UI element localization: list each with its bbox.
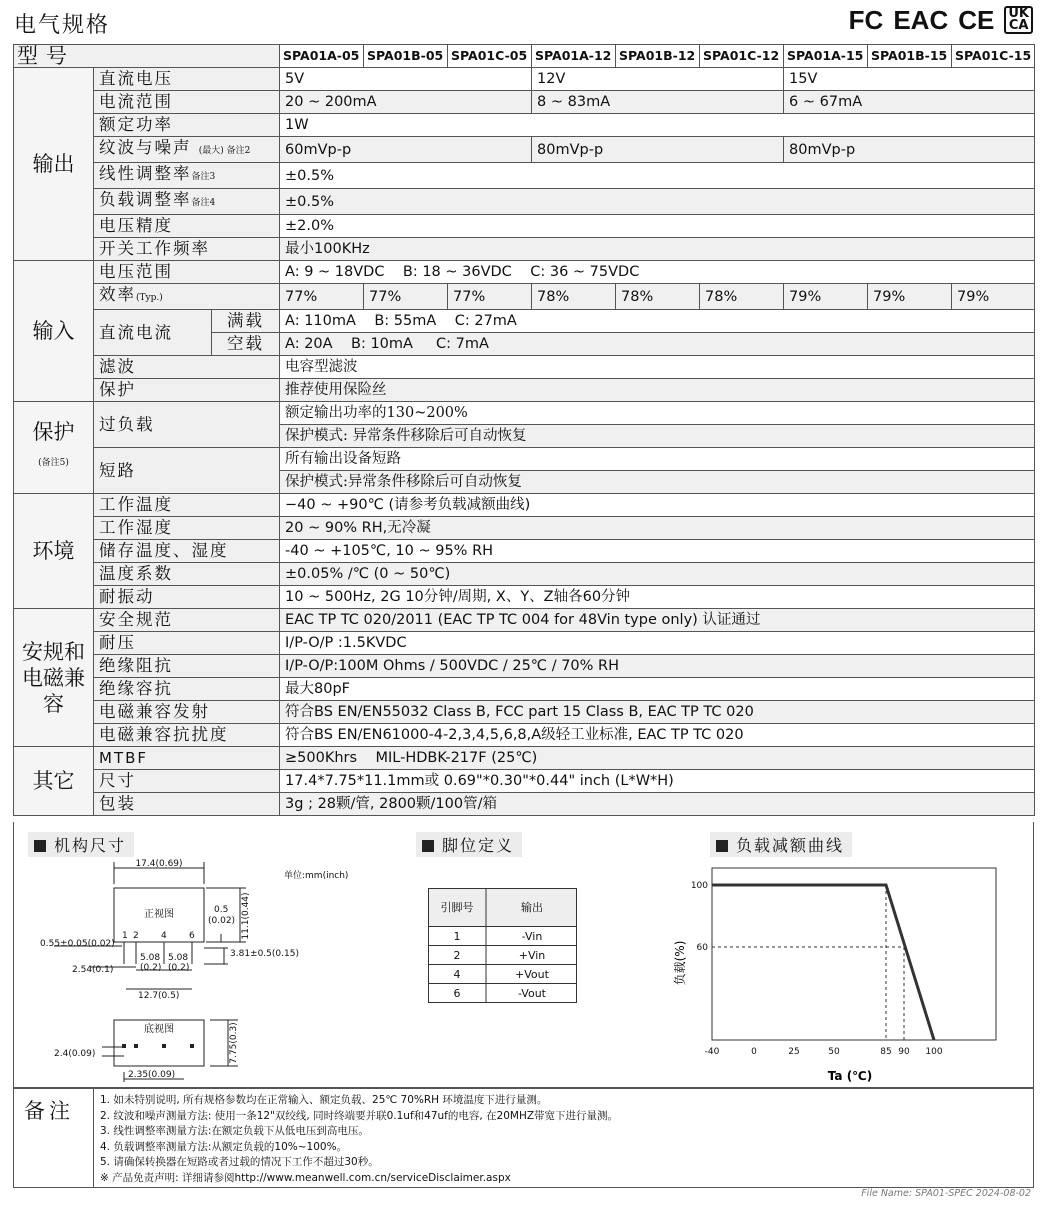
dim-381: 3.81±0.5(0.15)	[230, 949, 299, 959]
model-9: SPA01C-15	[952, 45, 1035, 68]
group-environment: 环境	[14, 494, 94, 609]
x-tick-2: 25	[788, 1047, 800, 1057]
unit-label: 单位:mm(inch)	[284, 871, 349, 881]
mtbf-label: MTBF	[94, 747, 280, 770]
x-tick-1: 0	[751, 1047, 757, 1057]
pin-row-2-out: +Vin	[518, 949, 546, 962]
pin-row-1-out: -Vin	[521, 930, 543, 943]
group-others: 其它	[14, 747, 94, 816]
isolation-c-label: 绝缘容抗	[94, 678, 280, 701]
square-bullet-icon	[422, 840, 434, 852]
efficiency-8: 79%	[868, 284, 952, 310]
work-humidity-value: 20 ~ 90% RH,无冷凝	[280, 517, 1035, 540]
packing-value: 3g ; 28颗/管, 2800颗/100管/箱	[280, 793, 1035, 816]
note-1: 1. 如未特别说明, 所有规格参数均在正常输入、额定负载、25℃ 70%RH 环境温度下进行量测。	[100, 1094, 548, 1106]
derating-curve	[712, 885, 934, 1040]
work-temp-label: 工作温度	[94, 494, 280, 517]
model-6: SPA01C-12	[700, 45, 784, 68]
page-title: 电气规格	[14, 13, 111, 38]
pin-num-4: 4	[161, 931, 167, 941]
withstand-label: 耐压	[94, 632, 280, 655]
dim-508-b: 5.08	[168, 953, 189, 963]
efficiency-3: 77%	[448, 284, 532, 310]
full-load-label: 满载	[212, 310, 280, 333]
notes-title: 备注	[14, 1089, 94, 1187]
ripple-12: 80mVp-p	[532, 137, 784, 163]
model-1: SPA01A-05	[280, 45, 364, 68]
overload-value-2: 保护模式: 异常条件移除后可自动恢复	[280, 425, 1035, 448]
power-label: 额定功率	[94, 114, 280, 137]
group-input: 输入	[14, 261, 94, 402]
derating-title: 负载减额曲线	[710, 832, 852, 857]
dc-current-label: 直流电流	[94, 310, 212, 356]
group-safety: 安规和电磁兼容	[14, 609, 94, 747]
pin-row-3-pin: 4	[453, 968, 461, 981]
output-voltage-label: 直流电压	[94, 68, 280, 91]
pin-num-2: 2	[133, 931, 139, 941]
overload-label: 过负载	[94, 402, 280, 448]
dim-02-b: (0.2)	[168, 963, 190, 973]
model-label: 型号	[14, 45, 280, 68]
output-voltage-15: 15V	[784, 68, 1035, 91]
dim-775: 7.75(0.3)	[229, 1022, 239, 1064]
vibration-label: 耐振动	[94, 586, 280, 609]
note-3: 3. 线性调整率测量方法:在额定负载下从低电压到高电压。	[100, 1125, 369, 1137]
x-tick-0: -40	[704, 1047, 720, 1057]
group-protection: 保护 (备注5)	[14, 402, 94, 494]
pin-num-1: 1	[122, 931, 128, 941]
short-label: 短路	[94, 448, 280, 494]
file-name: File Name: SPA01-SPEC 2024-08-02	[861, 1188, 1031, 1199]
accuracy-label: 电压精度	[94, 215, 280, 238]
group-output: 输出	[14, 68, 94, 261]
model-4: SPA01A-12	[532, 45, 616, 68]
power-value: 1W	[280, 114, 1035, 137]
pin-row-3-out: +Vout	[515, 968, 549, 981]
dim-002: (0.02)	[208, 916, 236, 926]
withstand-value: I/P-O/P :1.5KVDC	[280, 632, 1035, 655]
accuracy-value: ±2.0%	[280, 215, 1035, 238]
model-5: SPA01B-12	[616, 45, 700, 68]
front-view-label: 正视图	[144, 909, 174, 920]
no-load-value: A: 20A B: 10mA C: 7mA	[280, 333, 1035, 356]
efficiency-5: 78%	[616, 284, 700, 310]
cert-logos	[849, 6, 1033, 34]
ripple-15: 80mVp-p	[784, 137, 1035, 163]
pin-row-4-out: -Vout	[517, 987, 547, 1000]
efficiency-4: 78%	[532, 284, 616, 310]
current-range-label: 电流范围	[94, 91, 280, 114]
dim-24: 2.4(0.09)	[54, 1049, 96, 1059]
model-row	[14, 45, 1035, 68]
packing-label: 包装	[94, 793, 280, 816]
spec-table	[13, 44, 1035, 816]
storage-label: 储存温度、湿度	[94, 540, 280, 563]
model-3: SPA01C-05	[448, 45, 532, 68]
fcc-logo: FC	[848, 5, 884, 35]
dim-127: 12.7(0.5)	[138, 991, 180, 1001]
mech-title: 机构尺寸	[28, 832, 134, 857]
x-tick-4: 85	[880, 1047, 892, 1057]
emc-immunity-label: 电磁兼容抗扰度	[94, 724, 280, 747]
pins-title: 脚位定义	[416, 832, 522, 857]
output-voltage-5: 5V	[280, 68, 532, 91]
drawings-panel	[13, 822, 1034, 1088]
notes-list	[100, 1093, 618, 1186]
freq-label: 开关工作频率	[94, 238, 280, 261]
storage-value: -40 ~ +105℃, 10 ~ 95% RH	[280, 540, 1035, 563]
note-4: 4. 负载调整率测量方法:从额定负载的10%~100%。	[100, 1140, 348, 1153]
note-5: 5. 请确保转换器在短路或者过载的情况下工作不超过30秒。	[100, 1156, 379, 1168]
y-tick-1: 60	[696, 943, 708, 953]
ce-logo: CE	[958, 5, 995, 35]
dim-508-a: 5.08	[140, 953, 161, 963]
current-range-15: 6 ~ 67mA	[784, 91, 1035, 114]
x-tick-5: 90	[898, 1047, 910, 1057]
full-load-value: A: 110mA B: 55mA C: 27mA	[280, 310, 1035, 333]
load-reg-label: 负载调整率备注4	[94, 189, 280, 215]
work-humidity-label: 工作湿度	[94, 517, 280, 540]
dim-pin-width: 0.55±0.05(0.02)	[40, 939, 115, 949]
input-protection-value: 推荐使用保险丝	[280, 379, 1035, 402]
square-bullet-icon	[716, 840, 728, 852]
mtbf-value: ≥500Khrs MIL-HDBK-217F (25℃)	[280, 747, 1035, 770]
pin-table	[428, 888, 580, 1010]
input-protection-label: 保护	[94, 379, 280, 402]
efficiency-7: 79%	[784, 284, 868, 310]
short-value-2: 保护模式:异常条件移除后可自动恢复	[280, 471, 1035, 494]
efficiency-1: 77%	[280, 284, 364, 310]
isolation-c-value: 最大80pF	[280, 678, 1035, 701]
short-value-1: 所有输出设备短路	[280, 448, 1035, 471]
filter-value: 电容型滤波	[280, 356, 1035, 379]
x-axis-label: Ta (℃)	[827, 1069, 873, 1083]
eac-logo: EAC	[893, 5, 949, 35]
freq-value: 最小100KHz	[280, 238, 1035, 261]
efficiency-2: 77%	[364, 284, 448, 310]
current-range-5: 20 ~ 200mA	[280, 91, 532, 114]
x-tick-6: 100	[925, 1047, 943, 1057]
safety-std-label: 安全规范	[94, 609, 280, 632]
pin-row-4-pin: 6	[453, 987, 461, 1000]
safety-std-value: EAC TP TC 020/2011 (EAC TP TC 004 for 48Vin type only) 认证通过	[280, 609, 1035, 632]
emc-immunity-value: 符合BS EN/EN61000-4-2,3,4,5,6,8,A级轻工业标准, EAC TP TC 020	[280, 724, 1035, 747]
efficiency-6: 78%	[700, 284, 784, 310]
overload-value-1: 额定输出功率的130~200%	[280, 402, 1035, 425]
input-voltage-label: 电压范围	[94, 261, 280, 284]
line-reg-value: ±0.5%	[280, 163, 1035, 189]
load-reg-value: ±0.5%	[280, 189, 1035, 215]
pin-header-pin: 引脚号	[440, 901, 474, 914]
y-tick-0: 100	[690, 881, 708, 891]
dim-02-a: (0.2)	[140, 963, 162, 973]
ukca-logo: UK CA	[1004, 6, 1033, 34]
input-voltage-value: A: 9 ~ 18VDC B: 18 ~ 36VDC C: 36 ~ 75VDC	[280, 261, 1035, 284]
dim-length: 17.4(0.69)	[135, 859, 183, 869]
pin-num-6: 6	[189, 931, 195, 941]
pin-header-output: 输出	[521, 901, 543, 914]
no-load-label: 空载	[212, 333, 280, 356]
ripple-label: 纹波与噪声 (最大) 备注2	[94, 137, 280, 163]
bottom-view-label: 底视图	[144, 1024, 174, 1035]
plot-frame	[712, 868, 996, 1040]
model-2: SPA01B-05	[364, 45, 448, 68]
efficiency-9: 79%	[952, 284, 1035, 310]
notes-panel	[13, 1088, 1034, 1188]
isolation-r-value: I/P-O/P:100M Ohms / 500VDC / 25℃ / 70% RH	[280, 655, 1035, 678]
derating-chart	[654, 858, 1024, 1088]
dim-254: 2.54(0.1)	[72, 965, 114, 975]
y-axis-label: 负载(%)	[673, 940, 687, 986]
line-reg-label: 线性调整率备注3	[94, 163, 280, 189]
note-2: 2. 纹波和噪声测量方法: 使用一条12"双绞线, 同时终端要并联0.1uf和47uf的电容, 在20MHZ带宽下进行量测。	[100, 1109, 619, 1122]
x-tick-3: 50	[828, 1047, 840, 1057]
dim-05: 0.5	[214, 905, 229, 915]
temp-coef-label: 温度系数	[94, 563, 280, 586]
note-disclaimer: ※ 产品免责声明: 详细请参阅http://www.meanwell.com.cn/serviceDisclaimer.aspx	[100, 1171, 511, 1184]
vibration-value: 10 ~ 500Hz, 2G 10分钟/周期, X、Y、Z轴各60分钟	[280, 586, 1035, 609]
temp-coef-value: ±0.05% /℃ (0 ~ 50℃)	[280, 563, 1035, 586]
work-temp-value: −40 ~ +90℃ (请参考负载减额曲线)	[280, 494, 1035, 517]
efficiency-label: 效率(Typ.)	[94, 284, 280, 310]
ripple-5: 60mVp-p	[280, 137, 532, 163]
model-8: SPA01B-15	[868, 45, 952, 68]
pin-row-1-pin: 1	[453, 930, 461, 943]
output-voltage-12: 12V	[532, 68, 784, 91]
dim-height: 11.1(0.44)	[241, 892, 251, 940]
model-7: SPA01A-15	[784, 45, 868, 68]
mech-drawing	[14, 822, 414, 1088]
size-value: 17.4*7.75*11.1mm或 0.69"*0.30"*0.44" inch (L*W*H)	[280, 770, 1035, 793]
pin-row-2-pin: 2	[453, 949, 461, 962]
dim-235: 2.35(0.09)	[128, 1070, 176, 1080]
size-label: 尺寸	[94, 770, 280, 793]
emc-emission-value: 符合BS EN/EN55032 Class B, FCC part 15 Class B, EAC TP TC 020	[280, 701, 1035, 724]
emc-emission-label: 电磁兼容发射	[94, 701, 280, 724]
filter-label: 滤波	[94, 356, 280, 379]
isolation-r-label: 绝缘阻抗	[94, 655, 280, 678]
current-range-12: 8 ~ 83mA	[532, 91, 784, 114]
